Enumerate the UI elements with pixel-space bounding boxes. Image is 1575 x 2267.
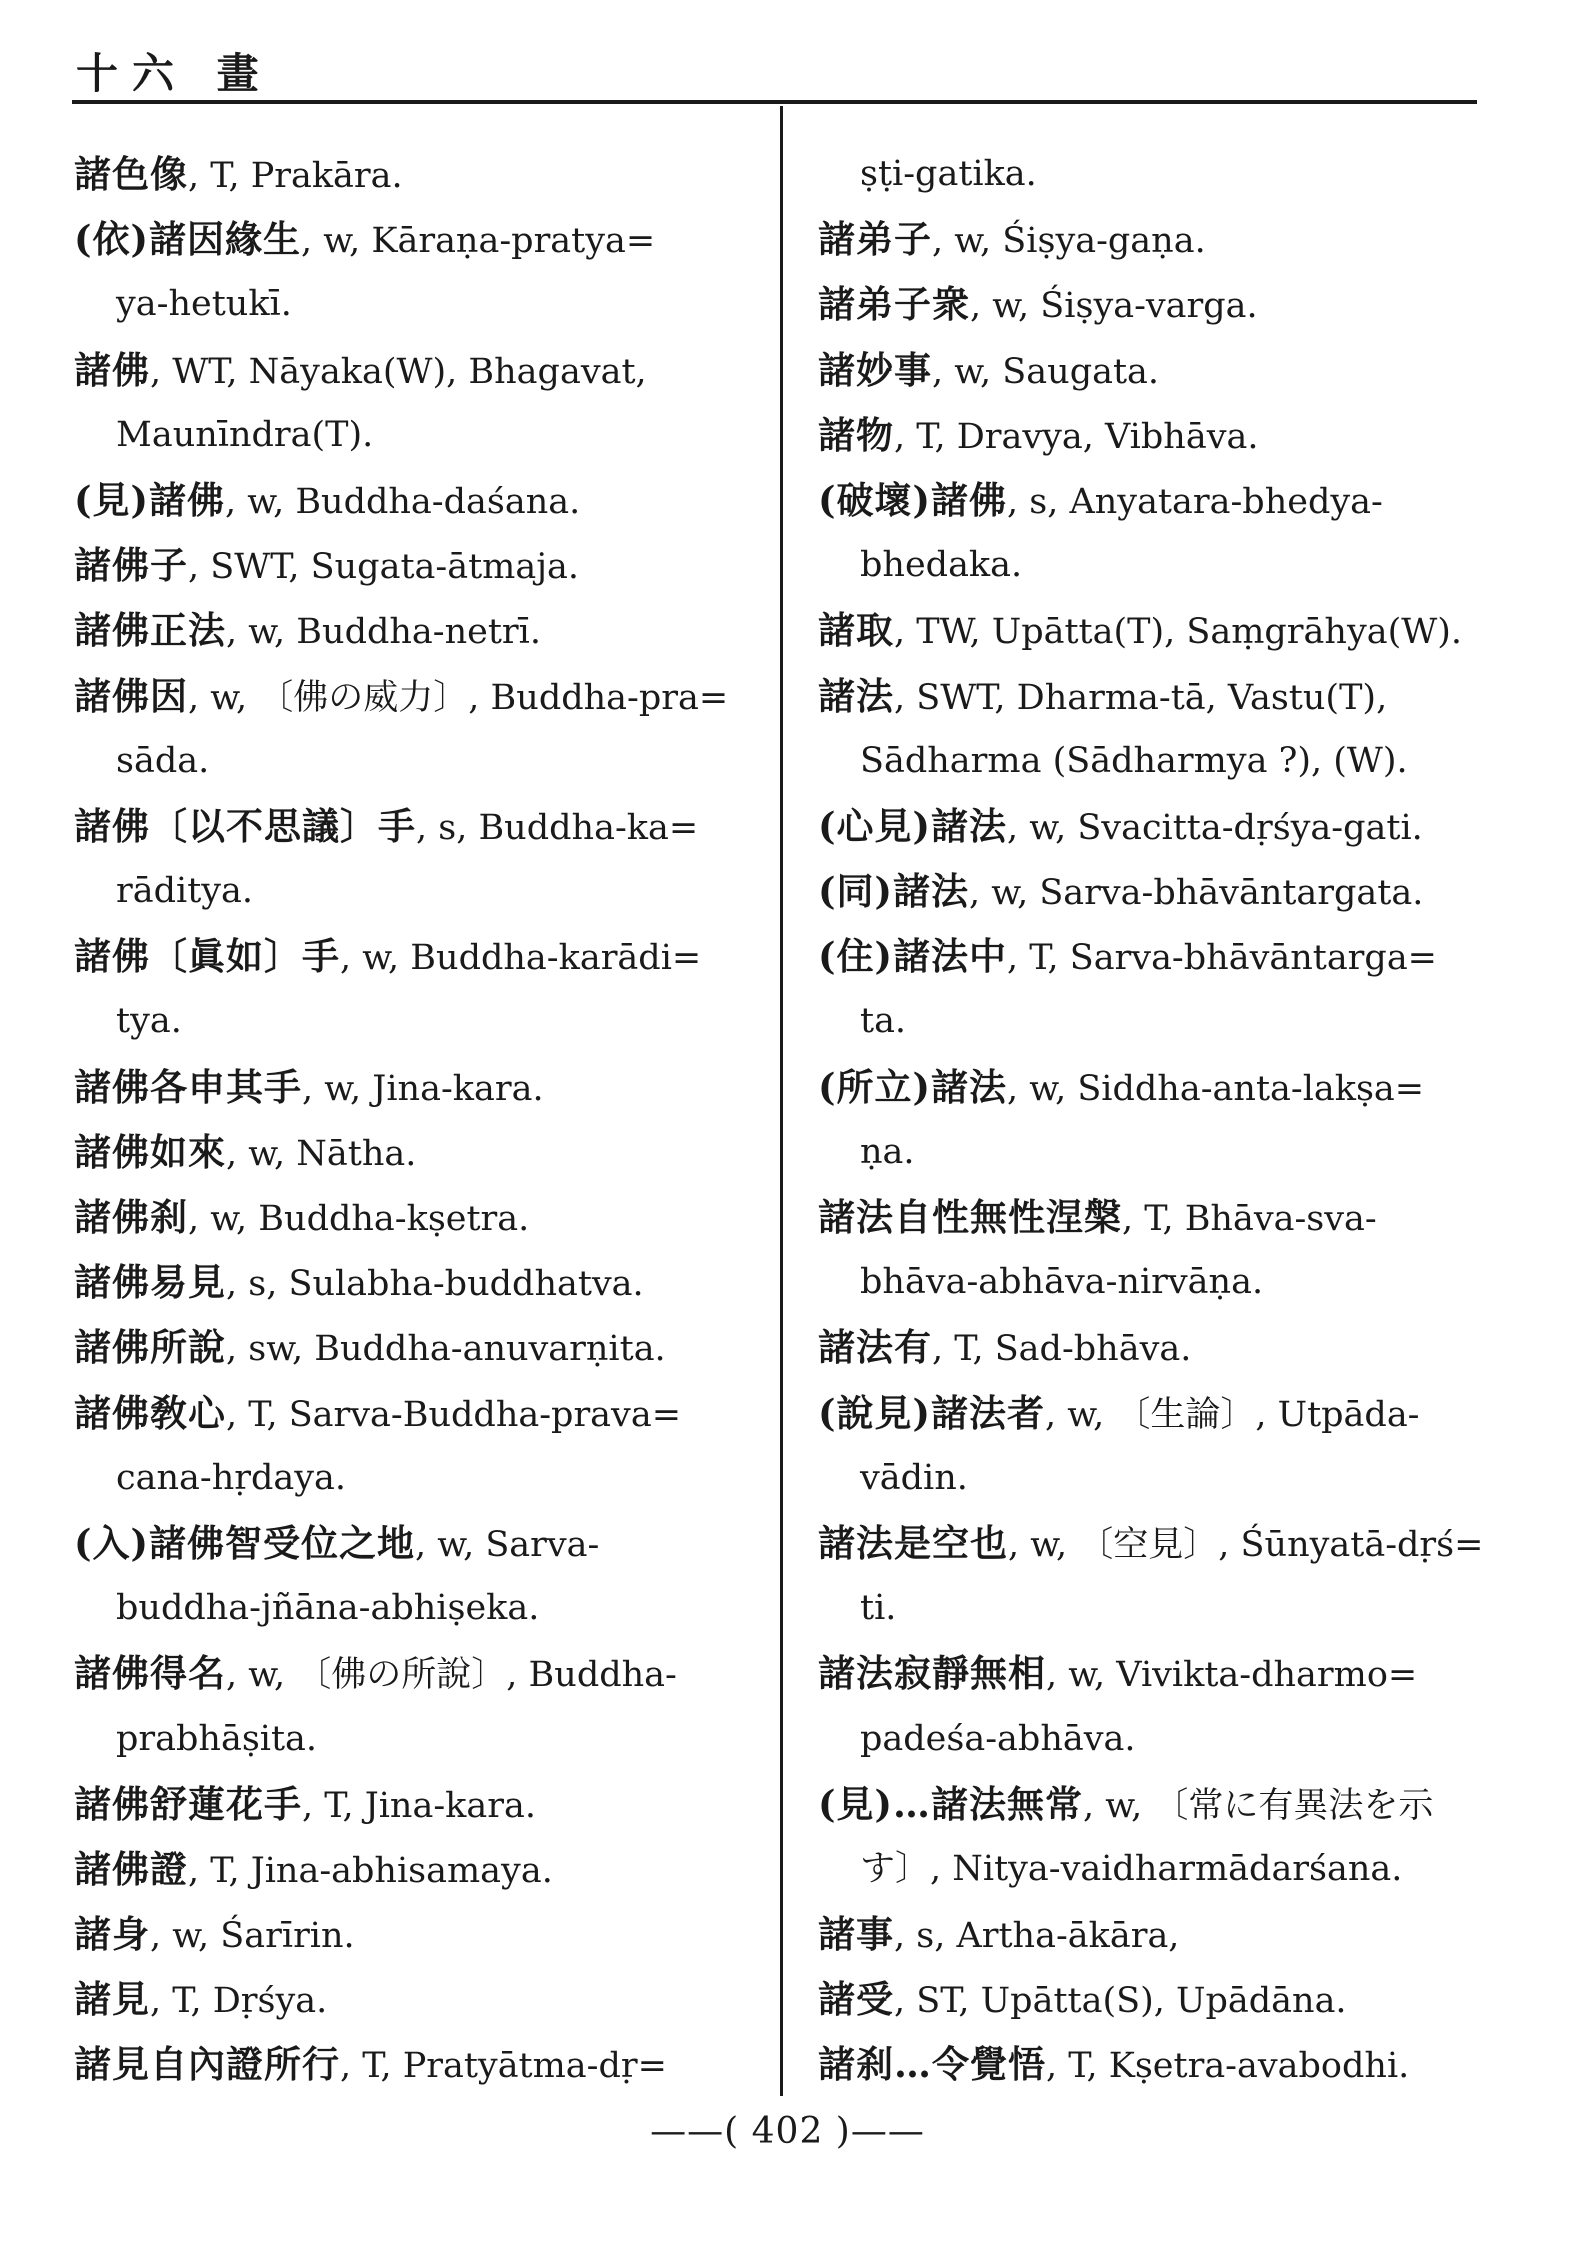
- entry-line: [74, 2032, 744, 2097]
- entry-definition: , T, Sad-bhāva.: [932, 1329, 1192, 1370]
- entry-definition: Sādharma (Sādharmya ?), (W).: [860, 740, 1408, 781]
- entry-headword: 諸佛: [74, 347, 150, 392]
- entry-headword: 諸佛子: [74, 543, 188, 588]
- entry-continuation-line: [74, 272, 744, 337]
- entry-continuation-line: [74, 403, 744, 468]
- entry-headword: 諸弟子衆: [818, 282, 970, 327]
- entry-definition: , T, Kṣetra-avabodhi.: [1046, 2046, 1410, 2087]
- entry-line: [818, 1967, 1488, 2032]
- entry-continuation-line: [74, 859, 744, 924]
- entry-line: [74, 794, 744, 859]
- entry-definition: , T, Prakāra.: [188, 156, 403, 196]
- entry-line: [74, 1772, 744, 1837]
- entry-continuation-line: [818, 533, 1488, 598]
- entry-definition: , TW, Upātta(T), Saṃgrāhya(W).: [894, 612, 1462, 653]
- entry-continuation-line: [818, 1576, 1488, 1641]
- entry-headword: 諸佛〔以不思議〕手: [74, 803, 416, 848]
- entry-definition: tya.: [116, 1001, 182, 1042]
- entry-definition: , WT, Nāyaka(W), Bhagavat,: [150, 351, 647, 392]
- entry-headword: 諸佛因: [74, 673, 188, 718]
- entry-headword: 諸佛如來: [74, 1129, 226, 1174]
- entry-headword: 諸佛所說: [74, 1325, 226, 1370]
- entry-headword: 諸取: [818, 608, 894, 653]
- entry-definition: , w, Jina-kara.: [302, 1068, 544, 1109]
- entry-definition: ti.: [860, 1588, 897, 1629]
- entry-continuation-line: [818, 1837, 1488, 1902]
- entry-line: [818, 403, 1488, 468]
- entry-headword: (見)諸佛: [74, 477, 226, 522]
- entry-line: [74, 1381, 744, 1446]
- entry-definition: bhāva-abhāva-nirvāṇa.: [860, 1262, 1264, 1303]
- entry-line: [818, 207, 1488, 272]
- entry-definition: , w, 〔生論〕, Utpāda-: [1045, 1394, 1420, 1435]
- entry-headword: (見)…諸法無常: [818, 1781, 1084, 1826]
- entry-continuation-line: [818, 142, 1488, 207]
- entry-continuation-line: [818, 1120, 1488, 1185]
- entry-line: [818, 794, 1488, 859]
- entry-headword: 諸法有: [818, 1325, 932, 1370]
- entry-headword: 諸佛各申其手: [74, 1064, 302, 1109]
- entry-definition: sāda.: [116, 740, 210, 781]
- entry-definition: buddha-jñāna-abhiṣeka.: [116, 1588, 540, 1629]
- entry-definition: , w, Śarīrin.: [150, 1916, 355, 1957]
- entry-line: [818, 1772, 1488, 1837]
- entry-definition: , T, Sarva-bhāvāntarga=: [1007, 938, 1438, 979]
- entry-continuation-line: [74, 989, 744, 1054]
- entry-line: [818, 1055, 1488, 1120]
- entry-definition: cana-hṛdaya.: [116, 1457, 347, 1498]
- entry-definition: , T, Jina-kara.: [302, 1785, 536, 1826]
- entry-line: [818, 468, 1488, 533]
- entry-definition: , sw, Buddha-anuvarṇita.: [226, 1329, 666, 1370]
- entry-continuation-line: [74, 1707, 744, 1772]
- entry-line: [74, 924, 744, 989]
- entry-headword: 諸佛舒蓮花手: [74, 1781, 302, 1826]
- entry-continuation-line: [818, 729, 1488, 794]
- entry-line: [74, 338, 744, 403]
- entry-line: [74, 1902, 744, 1967]
- entry-line: [818, 664, 1488, 729]
- entry-definition: , w, 〔佛の威力〕, Buddha-pra=: [188, 677, 729, 718]
- entry-continuation-line: [818, 1250, 1488, 1315]
- entry-continuation-line: [74, 1576, 744, 1641]
- entry-definition: , w, Buddha-netrī.: [226, 612, 541, 653]
- entry-headword: (說見)諸法者: [818, 1390, 1046, 1435]
- entry-line: [74, 1641, 744, 1706]
- entry-definition: , w, Svacitta-dṛśya-gati.: [1007, 807, 1423, 848]
- entry-definition: , s, Sulabha-buddhatva.: [226, 1264, 644, 1305]
- entry-line: [818, 1315, 1488, 1380]
- entry-headword: 諸佛〔眞如〕手: [74, 934, 340, 979]
- entry-line: [74, 1315, 744, 1380]
- entry-definition: , T, Pratyātma-dṛ=: [340, 2046, 667, 2087]
- entry-definition: , SWT, Dharma-tā, Vastu(T),: [894, 677, 1388, 718]
- entry-line: [818, 1381, 1488, 1446]
- entry-headword: 諸弟子: [818, 217, 932, 262]
- column-divider: [780, 106, 783, 2096]
- entry-headword: 諸事: [818, 1912, 894, 1957]
- entry-headword: 諸身: [74, 1912, 150, 1957]
- entry-line: [74, 533, 744, 598]
- entry-definition: Maunīndra(T).: [116, 414, 374, 455]
- header-rule: [72, 100, 1477, 104]
- entry-line: [818, 1511, 1488, 1576]
- entry-definition: , T, Dravya, Vibhāva.: [894, 416, 1259, 457]
- entry-definition: , w, 〔佛の所說〕, Buddha-: [226, 1655, 677, 1696]
- entry-definition: ṇa.: [860, 1131, 915, 1172]
- entry-line: [818, 598, 1488, 663]
- entry-headword: 諸佛得名: [74, 1651, 226, 1696]
- entry-definition: , s, Buddha-ka=: [416, 807, 699, 848]
- entry-definition: , w, 〔空見〕, Śūnyatā-dṛś=: [1008, 1524, 1484, 1565]
- entry-headword: 諸佛證: [74, 1846, 188, 1891]
- entry-continuation-line: [818, 989, 1488, 1054]
- entry-headword: 諸法: [818, 673, 894, 718]
- entry-definition: ṣṭi-gatika.: [860, 154, 1037, 194]
- right-column: [818, 142, 1488, 2098]
- entry-headword: 諸佛敎心: [74, 1390, 226, 1435]
- entry-headword: 諸妙事: [818, 347, 932, 392]
- entry-line: [818, 1902, 1488, 1967]
- entry-definition: padeśa-abhāva.: [860, 1718, 1136, 1759]
- entry-definition: , w, Śiṣya-gaṇa.: [932, 221, 1206, 262]
- entry-headword: 諸法是空也: [818, 1520, 1008, 1565]
- page-number: ——( 402 )——: [650, 2111, 925, 2152]
- entry-definition: , w, Śiṣya-varga.: [970, 286, 1258, 327]
- entry-headword: (依)諸因緣生: [74, 217, 302, 262]
- entry-headword: 諸佛正法: [74, 608, 226, 653]
- entry-definition: , w, Saugata.: [932, 351, 1160, 392]
- entry-definition: ta.: [860, 1001, 907, 1042]
- entry-definition: , w, Sarva-bhāvāntargata.: [969, 873, 1424, 914]
- entry-definition: す〕, Nitya-vaidharmādarśana.: [860, 1848, 1403, 1889]
- entry-headword: 諸佛刹: [74, 1195, 188, 1239]
- entry-continuation-line: [74, 1446, 744, 1511]
- entry-definition: , w, 〔常に有異法を示: [1083, 1785, 1434, 1826]
- entry-definition: , w, Siddha-anta-lakṣa=: [1007, 1068, 1425, 1109]
- entry-definition: , SWT, Sugata-ātmaja.: [188, 547, 580, 588]
- entry-continuation-line: [818, 1707, 1488, 1772]
- entry-headword: (破壞)諸佛: [818, 477, 1008, 522]
- entry-definition: , ST, Upātta(S), Upādāna.: [894, 1981, 1347, 2022]
- entry-line: [74, 1967, 744, 2032]
- entry-headword: 諸法寂靜無相: [818, 1651, 1046, 1696]
- entry-definition: , w, Buddha-kṣetra.: [188, 1199, 530, 1239]
- entry-headword: 諸佛易見: [74, 1260, 226, 1305]
- entry-line: [818, 338, 1488, 403]
- entry-line: [74, 207, 744, 272]
- entry-definition: ya-hetukī.: [116, 284, 292, 325]
- entry-line: [74, 1055, 744, 1120]
- entry-headword: 諸色像: [74, 152, 188, 196]
- entry-line: [818, 924, 1488, 989]
- entry-definition: , w, Kāraṇa-pratya=: [301, 221, 656, 262]
- entry-definition: , T, Sarva-Buddha-prava=: [226, 1394, 682, 1435]
- entry-line: [818, 859, 1488, 924]
- entry-definition: , w, Nātha.: [226, 1133, 417, 1174]
- entry-line: [74, 142, 744, 207]
- entry-headword: 諸受: [818, 1977, 894, 2022]
- entry-definition: , s, Artha-ākāra,: [894, 1916, 1180, 1957]
- entry-headword: (心見)諸法: [818, 803, 1008, 848]
- entry-headword: 諸法自性無性涅槃: [818, 1195, 1122, 1239]
- entry-line: [74, 468, 744, 533]
- entry-line: [818, 2032, 1488, 2097]
- entry-line: [74, 1511, 744, 1576]
- entry-headword: (同)諸法: [818, 869, 970, 914]
- entry-definition: , w, Vivikta-dharmo=: [1046, 1655, 1418, 1696]
- entry-line: [74, 1250, 744, 1315]
- entry-definition: , w, Buddha-daśana.: [225, 481, 581, 522]
- entry-headword: 諸見: [74, 1977, 150, 2022]
- left-column: [74, 142, 744, 2098]
- entry-definition: , w, Sarva-: [415, 1524, 600, 1565]
- entry-line: [818, 272, 1488, 337]
- entry-line: [74, 664, 744, 729]
- entry-headword: (入)諸佛智受位之地: [74, 1520, 416, 1565]
- entry-continuation-line: [818, 1446, 1488, 1511]
- entry-line: [74, 598, 744, 663]
- entry-line: [818, 1185, 1488, 1250]
- entry-headword: 諸見自內證所行: [74, 2042, 340, 2087]
- entry-definition: vādin.: [860, 1457, 968, 1498]
- entry-definition: rāditya.: [116, 871, 254, 912]
- entry-line: [74, 1837, 744, 1902]
- entry-definition: prabhāṣita.: [116, 1718, 318, 1759]
- entry-headword: (所立)諸法: [818, 1064, 1008, 1109]
- entry-headword: (住)諸法中: [818, 934, 1008, 979]
- entry-definition: , T, Dṛśya.: [150, 1981, 328, 2022]
- entry-definition: , s, Anyatara-bhedya-: [1007, 481, 1383, 522]
- entry-headword: 諸刹…令覺悟: [818, 2042, 1046, 2087]
- entry-definition: , T, Bhāva-sva-: [1122, 1199, 1377, 1239]
- entry-continuation-line: [74, 729, 744, 794]
- entry-headword: 諸物: [818, 412, 894, 457]
- entry-definition: bhedaka.: [860, 545, 1023, 586]
- entry-definition: , w, Buddha-karādi=: [340, 938, 702, 979]
- page-header-title: 十六 畫: [76, 49, 273, 98]
- entry-line: [74, 1185, 744, 1250]
- entry-line: [818, 1641, 1488, 1706]
- entry-definition: , T, Jina-abhisamaya.: [188, 1850, 553, 1891]
- entry-line: [74, 1120, 744, 1185]
